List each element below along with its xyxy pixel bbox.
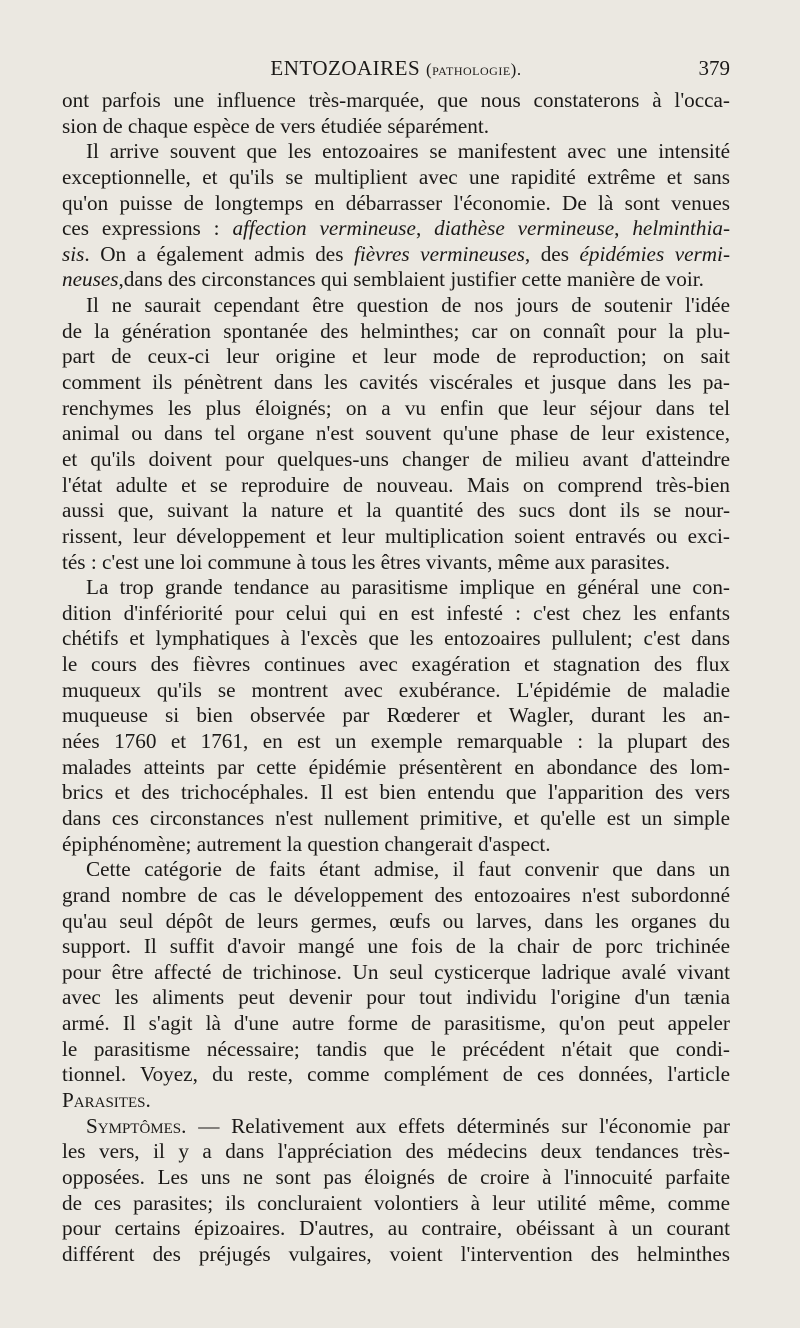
text-line <box>62 344 730 370</box>
text-line <box>62 601 730 627</box>
text-segment: — Relativement aux effets déterminés sur l'économie par <box>186 1113 730 1138</box>
text-line <box>62 319 730 345</box>
italic-text: diathèse vermineuse <box>434 216 615 241</box>
running-title-main: ENTOZOAIRES <box>270 56 421 80</box>
text-line <box>62 421 730 447</box>
text-segment: armé. Il s'agit là d'une autre forme de parasitisme, qu'on peut appeler <box>62 1011 730 1036</box>
text-line <box>62 191 730 217</box>
text-segment: La trop grande tendance au parasitisme implique en général une con- <box>86 575 730 600</box>
text-segment: pour être affecté de trichinose. Un seul cysticerque ladrique avalé vivant <box>62 959 730 984</box>
text-segment: , des <box>524 241 580 266</box>
text-line <box>62 1037 730 1063</box>
text-segment: les vers, il y a dans l'appréciation des médecins deux tendances très- <box>62 1139 730 1164</box>
text-segment: de ces parasites; ils concluraient volontiers à leur utilité même, comme <box>62 1190 730 1215</box>
text-line <box>62 1191 730 1217</box>
text-line <box>62 524 730 550</box>
text-line <box>62 498 730 524</box>
italic-text: sis <box>62 241 85 266</box>
text-segment: de la génération spontanée des helminthes; car on connaît pour la plu- <box>62 318 730 343</box>
text-segment: support. Il suffit d'avoir mangé une fois de la chair de porc trichinée <box>62 934 730 959</box>
text-segment: grand nombre de cas le développement des entozoaires n'est subordonné <box>62 882 730 907</box>
text-line <box>62 550 730 576</box>
text-segment: part de ceux-ci leur origine et leur mode de reproduction; on sait <box>62 344 730 369</box>
running-title <box>62 56 730 81</box>
text-segment: nées 1760 et 1761, en est un exemple remarquable : la plupart des <box>62 729 730 754</box>
running-title-sub: (pathologie). <box>425 60 522 79</box>
text-segment: l'état adulte et se reproduire de nouveau. Mais on comprend très-bien <box>62 472 730 497</box>
text-segment: ,dans des circonstances qui semblaient justifier cette manière de voir. <box>118 267 704 292</box>
text-line <box>62 267 730 293</box>
text-segment: aussi que, suivant la nature et la quantité des sucs dont ils se nour- <box>62 498 730 523</box>
text-segment: Il arrive souvent que les entozoaires se manifestent avec une intensité <box>86 139 730 164</box>
text-segment: animal ou dans tel organe n'est souvent qu'une phase de leur existence, <box>62 421 730 446</box>
text-line <box>62 626 730 652</box>
text-line <box>62 883 730 909</box>
page-number: 379 <box>698 56 730 80</box>
text-segment: comment ils pénètrent dans les cavités viscérales et jusque dans les pa- <box>62 370 730 395</box>
page-body-text <box>62 88 730 1267</box>
text-line <box>62 575 730 601</box>
italic-text: fièvres vermineuses <box>353 241 525 266</box>
text-line <box>62 1062 730 1088</box>
italic-text: affection vermineuse <box>232 216 416 241</box>
text-segment: ont parfois une influence très-marquée, que nous constaterons à l'occa- <box>62 88 730 112</box>
text-segment: épiphénomène; autrement la question changerait d'aspect. <box>62 831 551 856</box>
text-line <box>62 703 730 729</box>
text-segment: muqueuse si bien observée par Rœderer et Wagler, durant les an- <box>62 703 730 728</box>
text-line <box>62 447 730 473</box>
text-line <box>62 1242 730 1268</box>
text-segment: tés : c'est une loi commune à tous les êtres vivants, même aux parasites. <box>62 549 671 574</box>
text-line <box>62 755 730 781</box>
text-line <box>62 934 730 960</box>
text-segment: qu'on puisse de longtemps en débarrasser l'économie. De là sont venues <box>62 190 730 215</box>
text-segment: brics et des trichocéphales. Il est bien entendu que l'apparition des vers <box>62 780 730 805</box>
italic-text: neuses <box>62 267 119 292</box>
running-header <box>62 56 730 86</box>
text-line <box>62 242 730 268</box>
text-segment: malades atteints par cette épidémie présentèrent en abondance des lom- <box>62 754 730 779</box>
text-line <box>62 806 730 832</box>
text-line <box>62 678 730 704</box>
text-segment: , <box>415 216 435 241</box>
text-segment: ces expressions : <box>62 216 233 241</box>
text-line <box>62 1139 730 1165</box>
text-segment: tionnel. Voyez, du reste, comme complément de ces données, l'article <box>62 1062 730 1087</box>
small-caps-text: Parasites. <box>62 1087 151 1112</box>
text-line <box>62 1114 730 1140</box>
text-line <box>62 114 730 140</box>
text-line <box>62 985 730 1011</box>
text-line <box>62 165 730 191</box>
text-line <box>62 1011 730 1037</box>
text-segment: dans ces circonstances n'est nullement primitive, et qu'elle est un simple <box>62 805 730 830</box>
text-line <box>62 909 730 935</box>
text-line <box>62 857 730 883</box>
text-segment: qu'au seul dépôt de leurs germes, œufs ou larves, dans les organes du <box>62 908 730 933</box>
text-segment: muqueux qu'ils se montrent avec exubérance. L'épidémie de maladie <box>62 677 730 702</box>
text-segment: avec les aliments peut devenir pour tout individu l'origine d'un tænia <box>62 985 730 1010</box>
text-line <box>62 832 730 858</box>
text-line <box>62 960 730 986</box>
text-segment: dition d'infériorité pour celui qui en est infesté : c'est chez les enfants <box>62 600 730 625</box>
text-line <box>62 293 730 319</box>
text-segment: renchymes les plus éloignés; on a vu enfin que leur séjour dans tel <box>62 395 730 420</box>
text-segment: pour certains épizoaires. D'autres, au contraire, obéissant à un courant <box>62 1216 730 1241</box>
text-line <box>62 652 730 678</box>
small-caps-text: Symptômes. <box>86 1113 187 1138</box>
text-line <box>62 139 730 165</box>
text-line <box>62 1216 730 1242</box>
text-line <box>62 473 730 499</box>
text-segment: opposées. Les uns ne sont pas éloignés de croire à l'innocuité parfaite <box>62 1164 730 1189</box>
text-line <box>62 370 730 396</box>
text-segment: le cours des fièvres continues avec exagération et stagnation des flux <box>62 652 730 677</box>
text-line <box>62 780 730 806</box>
italic-text: helminthia- <box>632 216 730 241</box>
italic-text: épidémies vermi- <box>579 241 730 266</box>
text-segment: chétifs et lymphatiques à l'excès que les entozoaires pullulent; c'est dans <box>62 626 730 651</box>
text-segment: sion de chaque espèce de vers étudiée séparément. <box>62 113 490 138</box>
text-segment: différent des préjugés vulgaires, voient l'intervention des helminthes <box>62 1241 730 1266</box>
text-segment: , <box>614 216 633 241</box>
text-segment: et qu'ils doivent pour quelques-uns changer de milieu avant d'atteindre <box>62 446 730 471</box>
text-segment: Cette catégorie de faits étant admise, il faut convenir que dans un <box>86 857 730 882</box>
text-segment: rissent, leur développement et leur multiplication soient entravés ou exci- <box>62 523 730 548</box>
text-line <box>62 1165 730 1191</box>
text-line <box>62 88 730 114</box>
text-segment: Il ne saurait cependant être question de nos jours de soutenir l'idée <box>86 293 730 318</box>
text-line <box>62 1088 730 1114</box>
text-line <box>62 216 730 242</box>
text-line <box>62 729 730 755</box>
text-segment: exceptionnelle, et qu'ils se multiplient avec une rapidité extrême et sans <box>62 164 730 189</box>
text-segment: . On a également admis des <box>84 241 354 266</box>
text-line <box>62 396 730 422</box>
text-segment: le parasitisme nécessaire; tandis que le précédent n'était que condi- <box>62 1036 730 1061</box>
